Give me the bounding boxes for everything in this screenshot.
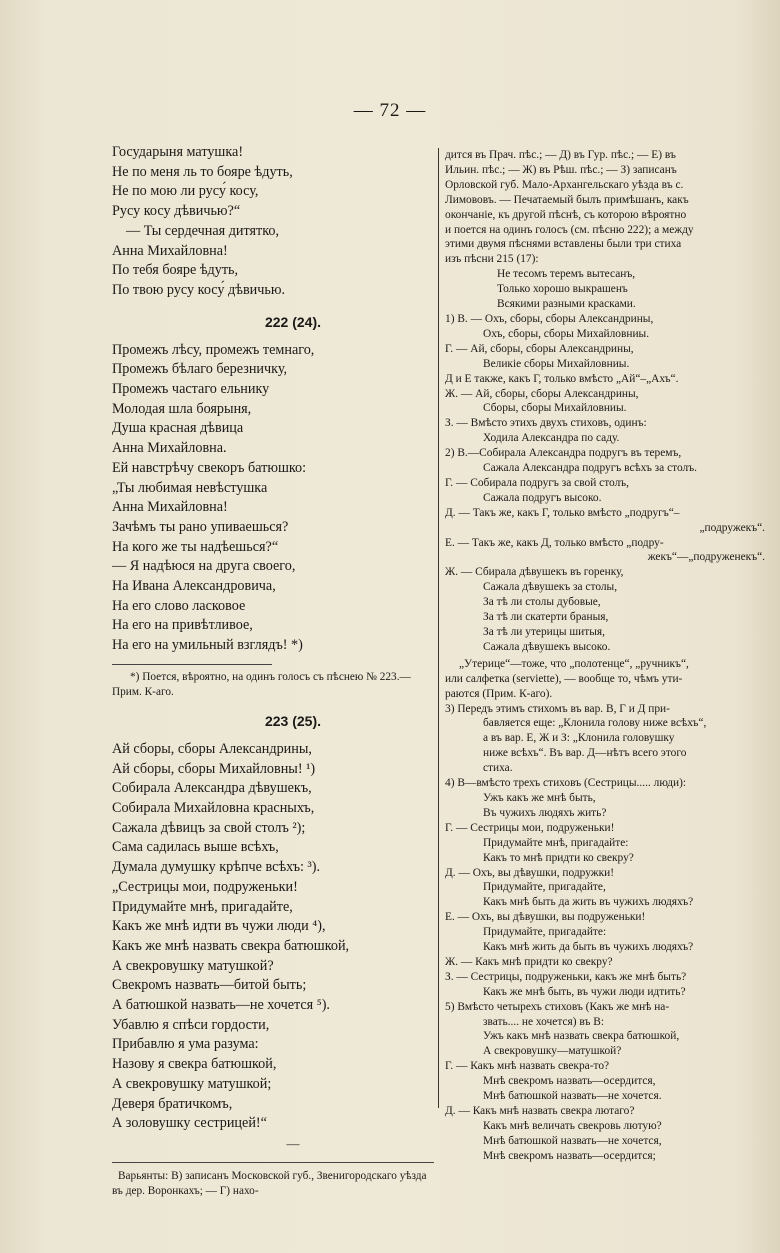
note-line: дится въ Прач. пѣс.; — Д) въ Гур. пѣс.; — Е) въ	[445, 149, 676, 161]
note-line: 2) В.—Собирала Александра подругъ въ теремъ,	[445, 447, 682, 460]
note-line: Ж. — Какъ мнѣ придти ко свекру?	[445, 955, 613, 968]
verse-line: Ай сборы, сборы Александрины,	[112, 740, 312, 757]
verse-line: А свекровушку матушкой;	[112, 1075, 272, 1092]
end-dash: —	[286, 1135, 300, 1151]
note-line: Сажала дѣвушекъ высоко.	[483, 640, 611, 653]
note-line: Д и Е также, какъ Г, только вмѣсто „Ай“–„Ахъ“.	[445, 372, 679, 385]
note-line: 5) Вмѣсто четырехъ стиховъ (Какъ же мнѣ на-	[445, 1000, 670, 1013]
note-line: изъ пѣсни 215 (17):	[445, 253, 539, 266]
verse-line: Не по мою ли русу́ косу,	[112, 183, 259, 200]
verse-line: А батюшкой назвать—не хочется ⁵).	[112, 997, 330, 1014]
variants-text: Варьянты: В) записанъ Московской губ., Звенигородскаго уѣзда въ дер. Воронкахъ; — Г) нахо-	[112, 1169, 427, 1198]
verse-line: На кого же ты надѣешься?“	[112, 538, 279, 555]
verse-line: Прибавлю я ума разума:	[112, 1036, 259, 1053]
verse-line: Ей навстрѣчу свекоръ батюшко:	[112, 459, 307, 476]
note-line: Всякими разными красками.	[497, 298, 636, 311]
note-line: Мнѣ батюшкой назвать—не хочется,	[483, 1134, 662, 1147]
verse-line: На его слово ласковое	[112, 597, 246, 614]
note-line: жекъ“—„подруженекъ“.	[647, 551, 765, 564]
note-line: этими двумя пѣснями вставлены были три стиха	[445, 238, 682, 251]
note-line: Какъ мнѣ быть да жить въ чужихъ людяхъ?	[483, 896, 694, 909]
note-line: З. — Сестрицы, подруженьки, какъ же мнѣ быть?	[445, 970, 687, 983]
verse-line: На Ивана Александровича,	[112, 578, 276, 595]
note-line: Сажала подругъ высоко.	[483, 491, 602, 504]
note-line: Г. — Собирала подругъ за свой столъ,	[445, 476, 630, 489]
note-line: Г. — Какъ мнѣ назвать свекра-то?	[445, 1060, 610, 1073]
note-line: Е. — Охъ, вы дѣвушки, вы подруженьки!	[445, 911, 646, 924]
page-number: — 72 —	[353, 100, 427, 121]
note-line: стиха.	[483, 762, 513, 775]
note-line: Въ чужихъ людяхъ жить?	[483, 806, 607, 819]
note-line: Ж. — Ай, сборы, сборы Александрины,	[445, 387, 639, 400]
note-line: 3) Передъ этимъ стихомъ въ вар. В, Г и Д при-	[445, 702, 670, 715]
column-divider	[438, 148, 439, 1108]
verse-line: Промежъ частаго ельнику	[112, 381, 270, 398]
note-line: Сажала дѣвушекъ за столы,	[483, 581, 618, 594]
note-line: Какъ мнѣ величать свекровь лютую?	[483, 1119, 662, 1132]
verse-line: Придумайте мнѣ, пригадайте,	[112, 898, 293, 915]
note-line: звать.... не хочется) въ В:	[483, 1015, 604, 1028]
verse-line: Душа красная дѣвица	[112, 420, 244, 437]
note-line: Придумайте, пригадайте:	[483, 926, 607, 939]
verse-line: Русу косу дѣвичью?“	[112, 203, 241, 220]
note-line: Великіе сборы Михайловниы.	[483, 357, 630, 370]
note-line: бавляется еще: „Клонила голову ниже всѣхъ“,	[483, 717, 707, 730]
verse-line: Свекромъ назвать—битой быть;	[112, 977, 307, 994]
note-line: 4) В—вмѣсто трехъ стиховъ (Сестрицы..... люди):	[445, 777, 687, 790]
note-line: Д. — Охъ, вы дѣвушки, подружки!	[445, 866, 615, 879]
verse-line: Зачѣмъ ты рано упиваешься?	[112, 518, 289, 535]
note-line: Г. — Сестрицы мои, подруженьки!	[445, 821, 615, 834]
verse-line: На его на привѣтливое,	[112, 617, 253, 634]
note-uterica	[445, 657, 765, 702]
note-line: Ходила Александра по саду.	[483, 432, 620, 445]
variants-rule	[112, 1162, 434, 1163]
verse-line: Собирала Александра дѣвушекъ,	[112, 780, 312, 797]
verse-line: На его на умильный взглядъ! *)	[112, 637, 303, 654]
verse-line: Ай сборы, сборы Михайловны! ¹)	[112, 760, 316, 777]
verse-line: — Ты сердечная дитятко,	[126, 222, 280, 239]
verse-line: Собирала Михайловна красныхъ,	[112, 799, 315, 816]
notes-3-5	[445, 702, 765, 1164]
footnote-rule	[112, 664, 272, 665]
verse-line: Деверя братичкомъ,	[112, 1095, 233, 1112]
note-line: или салфетка (serviette), — вообще то, чѣмъ ути-	[445, 672, 683, 685]
note-line: Сажала Александра подругъ всѣхъ за столъ.	[483, 462, 697, 475]
note-line: Ж. — Сбирала дѣвушекъ въ горенку,	[445, 566, 624, 579]
left-column	[112, 143, 434, 1200]
note-line: За тѣ ли столы дубовые,	[483, 596, 601, 609]
note-line: Какъ же мнѣ быть, въ чужи люди идтить?	[483, 985, 686, 998]
note-line: окончаніе, къ другой пѣснѣ, съ которою вѣроятно	[445, 208, 687, 221]
note-line: Не тесомъ теремъ вытесанъ,	[497, 268, 636, 281]
note-line: Какъ мнѣ жить да быть въ чужихъ людяхъ?	[483, 941, 694, 954]
note-line: 1) В. — Охъ, сборы, сборы Александрины,	[445, 312, 654, 325]
note-line: Мнѣ батюшкой назвать—не хочется.	[483, 1090, 662, 1103]
note-line: а въ вар. Е, Ж и З: „Клонила головушку	[483, 732, 675, 745]
note-line: З. — Вмѣсто этихъ двухъ стиховъ, одинъ:	[445, 417, 647, 430]
note-line: А свекровушку—матушкой?	[483, 1045, 622, 1058]
note-line: Какъ то мнѣ придти ко свекру?	[483, 851, 634, 864]
verse-line: Думала думушку крѣпче всѣхъ: ³).	[112, 859, 321, 876]
verse-line: Какъ же мнѣ идти въ чужи люди ⁴),	[112, 918, 326, 935]
note-line: Ильин. пѣс.; — Ж) въ Рѣш. пѣс.; — З) записанъ	[445, 163, 677, 176]
verse-line: Убавлю я спѣси гордости,	[112, 1016, 270, 1033]
verse-line: Промежъ лѣсу, промежъ темнаго,	[112, 341, 315, 358]
song-223-heading: 223 (25).	[264, 712, 322, 729]
right-column	[445, 148, 765, 1164]
verse-line: Анна Михайловна!	[112, 242, 228, 259]
verse-line: „Сестрицы мои, подруженьки!	[112, 878, 298, 895]
verse-line: По тебя бояре ѣдуть,	[112, 262, 239, 279]
verse-line: — Я надѣюся на друга своего,	[112, 558, 296, 575]
song-222-heading: 222 (24).	[264, 313, 322, 330]
note-line: Сборы, сборы Михайловниы.	[483, 402, 627, 415]
song-222-footnote: *) Поется, вѣроятно, на одинъ голосъ съ пѣснею № 223.—Прим. К-аго.	[112, 670, 411, 698]
note-line: „подружекъ“.	[699, 521, 765, 534]
note-line: Только хорошо выкрашенъ	[497, 283, 628, 296]
note-line: Придумайте мнѣ, пригадайте:	[483, 836, 629, 849]
verse-line: По твою русу косу́ дѣвичью.	[112, 281, 286, 298]
verse-line: А свекровушку матушкой?	[112, 957, 274, 974]
song-223-lines	[112, 740, 434, 1134]
note-line: ниже всѣхъ“. Въ вар. Д—нѣтъ всего этого	[483, 747, 687, 760]
verse-line: Сама садилась выше всѣхъ,	[112, 839, 279, 856]
note-line: Д. — Какъ мнѣ назвать свекра лютаго?	[445, 1105, 635, 1117]
verse-line: Назову я свекра батюшкой,	[112, 1056, 277, 1073]
verse-line: Анна Михайловна.	[112, 440, 227, 457]
note-line: Мнѣ свекромъ назвать—осердится,	[483, 1075, 656, 1088]
note-line: и поется на одинъ голосъ (см. пѣсню 222); а между	[445, 223, 694, 236]
verse-line: Промежъ бѣлаго березничку,	[112, 361, 288, 378]
variants-intro	[445, 148, 765, 267]
note-line: За тѣ ли скатерти браныя,	[483, 611, 609, 624]
note-line: Мнѣ свекромъ назвать—осердится;	[483, 1149, 656, 1162]
note-line: Орловской губ. Мало-Архангельскаго уѣзда въ с.	[445, 178, 684, 191]
notes-1-2	[445, 312, 765, 655]
note-line: Г. — Ай, сборы, сборы Александрины,	[445, 342, 634, 355]
note-line: Д. — Такъ же, какъ Г, только вмѣсто „подругъ“–	[445, 506, 680, 519]
verse-line: Не по меня ль то бояре ѣдуть,	[112, 163, 293, 180]
verse-line: А золовушку сестрицей!“	[112, 1115, 267, 1132]
note-line: Ужъ какъ мнѣ назвать свекра батюшкой,	[483, 1030, 680, 1043]
note-line: раются (Прим. К-аго).	[445, 687, 553, 700]
verse-line: „Ты любимая невѣстушка	[112, 479, 268, 496]
note-line: „Утерице“—тоже, что „полотенце“, „ручникъ“,	[459, 657, 689, 670]
top-verse	[112, 143, 434, 301]
song-222-lines	[112, 341, 434, 656]
note-line: Придумайте, пригадайте,	[483, 881, 606, 894]
note-line: Е. — Такъ же, какъ Д, только вмѣсто „подру-	[445, 536, 664, 549]
verse-line: Молодая шла боярыня,	[112, 400, 252, 417]
verse-line: Какъ же мнѣ назвать свекра батюшкой,	[112, 937, 350, 954]
verse-line: Анна Михайловна!	[112, 499, 228, 516]
note-line: За тѣ ли утерицы шитыя,	[483, 626, 605, 638]
note-line: Лимововъ. — Печатаемый былъ примѣшанъ, какъ	[445, 193, 689, 206]
verse-line: Государыня матушка!	[112, 144, 244, 160]
verse-line: Сажала дѣвицъ за свой столъ ²);	[112, 819, 306, 836]
inserted-lines	[445, 267, 765, 312]
note-line: Ужъ какъ же мнѣ быть,	[483, 791, 596, 804]
note-line: Охъ, сборы, сборы Михайловниы.	[483, 327, 650, 340]
